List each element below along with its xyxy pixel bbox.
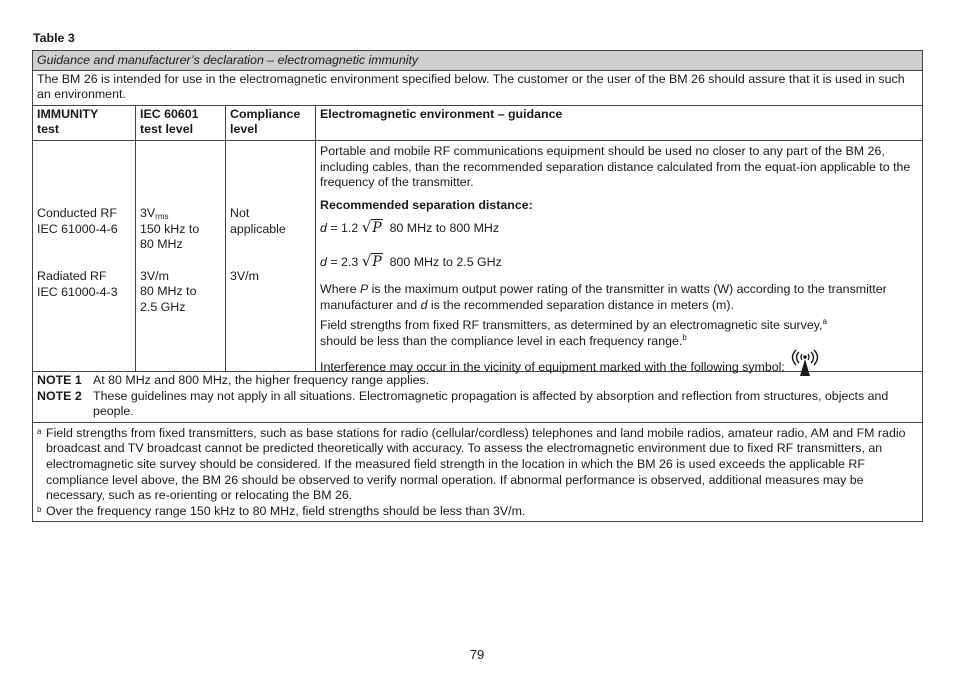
field-text1: Field strengths from fixed RF transmitters, as determined by an electromagnetic site survey, [320, 317, 823, 332]
formula1-range: 80 MHz to 800 MHz [389, 220, 500, 235]
formula1-var: d [320, 220, 327, 235]
note-2-text: These guidelines may not apply in all situations. Electromagnetic propagation is affected by absorption and reflection from structures, objects and people. [93, 388, 889, 419]
page-number: 79 [469, 647, 485, 662]
main-row [33, 140, 923, 371]
immunity-test-cell [33, 140, 136, 371]
note-2 [37, 389, 918, 420]
formula2-var: d [320, 254, 327, 269]
intro-text: The BM 26 is intended for use in the electromagnetic environment specified below. The customer or the user of the BM 26 should assure that it is used in such an environment. [33, 70, 923, 105]
note-2-key: NOTE 2 [37, 388, 82, 403]
conducted-rf-label: Conducted RF [37, 205, 117, 220]
table-title: Guidance and manufacturer’s declaration – electromagnetic immunity [33, 51, 923, 71]
conducted-level-range2: 80 MHz [140, 237, 183, 252]
conducted-level-range1: 150 kHz to [140, 221, 200, 236]
where-part3: is the recommended separation distance in meters (m). [427, 297, 734, 312]
formula2-sqrt: √ [361, 251, 372, 270]
separation-heading: Recommended separation distance: [320, 197, 533, 212]
header-guidance: Electromagnetic environment – guidance [316, 105, 923, 140]
test-level-cell [136, 140, 226, 371]
field-line1 [320, 318, 918, 334]
formula-low-band [320, 217, 918, 237]
conducted-level [140, 206, 221, 222]
field-text2: should be less than the compliance level in each frequency range. [320, 333, 683, 348]
guidance-intro: Portable and mobile RF communications equipment should be used no closer to any part of the BM 26, including cables, than the recommended separation distance calculated from the equat-ion applicable to the frequency of the transmitter. [320, 143, 911, 190]
radiated-level-range2: 2.5 GHz [140, 299, 186, 314]
formula2-range: 800 MHz to 2.5 GHz [389, 254, 502, 269]
conducted-compliance-line1: Not [230, 205, 250, 220]
header-test-level [136, 105, 226, 140]
header-immunity-line2: test [37, 122, 60, 137]
field-strength-paragraph [320, 318, 918, 382]
field-line2 [320, 334, 918, 350]
header-test-level-line2: test level [140, 122, 194, 137]
footnote-b-text: Over the frequency range 150 kHz to 80 MHz, field strengths should be less than 3V/m. [46, 503, 526, 518]
conducted-rf-standard: IEC 61000-4-6 [37, 221, 118, 236]
header-compliance-level [226, 105, 316, 140]
radiated-level: 3V/m [140, 268, 169, 283]
intro-row [33, 70, 923, 105]
footnote-b-mark: b [37, 504, 42, 514]
footnote-a [37, 426, 918, 504]
conducted-level-sub: rms [155, 211, 169, 221]
header-test-level-line1: IEC 60601 [140, 106, 199, 121]
radiated-rf-label: Radiated RF [37, 269, 107, 284]
where-d-var: d [420, 297, 428, 312]
formula-high-band [320, 251, 918, 271]
emc-immunity-table [32, 50, 923, 522]
conducted-level-main: 3V [140, 205, 156, 220]
footnote-a-mark: a [37, 426, 42, 436]
radiated-rf-standard: IEC 61000-4-3 [37, 284, 118, 299]
formula1-eq: = 1.2 [326, 220, 362, 235]
guidance-cell [316, 140, 923, 375]
header-row [33, 105, 923, 140]
table-title-row [33, 51, 923, 71]
formula2-eq: = 2.3 [326, 254, 362, 269]
header-immunity-test [33, 105, 136, 140]
where-paragraph [320, 282, 918, 313]
interference-line [320, 349, 918, 382]
table-label: Table 3 [33, 31, 75, 45]
footnote-a-text: Field strengths from fixed transmitters, such as base stations for radio (cellular/cordless) telephones and land mobile radios, amateur radio, AM and FM radio broadcast and TV broadcast cannot be predicted theoretically with accuracy. To assess the electromagnetic environment due to fixed RF transmitters, an electromagnetic site survey should be considered. If the measured field strength in the location in which the BM 26 is used exceeds the applicable RF compliance level above, the BM 26 should be observed to verify normal operation. If abnormal performance is observed, additional measures may be necessary, such as re-orienting or relocating the BM 26. [46, 425, 906, 503]
compliance-level-cell [226, 140, 316, 371]
footnote-ref-b: b [682, 332, 687, 342]
formula2-arg: P [372, 253, 382, 270]
interference-text: Interference may occur in the vicinity of equipment marked with the following symbol: [320, 360, 785, 375]
nonionizing-radiation-icon [789, 349, 821, 382]
note-1-text: At 80 MHz and 800 MHz, the higher frequency range applies. [93, 372, 430, 387]
radiated-level-range1: 80 MHz to [140, 284, 197, 299]
where-part2: is the maximum output power rating of the transmitter in watts (W) according to the transmitter manufacturer and [320, 281, 887, 312]
radiated-compliance: 3V/m [230, 269, 259, 284]
header-compliance-line2: level [230, 122, 258, 137]
header-compliance-line1: Compliance [230, 106, 301, 121]
formula1-sqrt: √ [361, 217, 372, 236]
footnotes-row [33, 422, 923, 522]
footnote-b [37, 504, 918, 520]
header-immunity-line1: IMMUNITY [37, 106, 99, 121]
conducted-compliance-line2: applicable [230, 221, 286, 236]
note-1-key: NOTE 1 [37, 372, 82, 387]
where-part1: Where [320, 281, 360, 296]
where-p-var: P [359, 281, 369, 296]
footnotes-cell [33, 422, 923, 522]
footnote-ref-a: a [822, 316, 827, 326]
formula1-arg: P [372, 219, 382, 236]
